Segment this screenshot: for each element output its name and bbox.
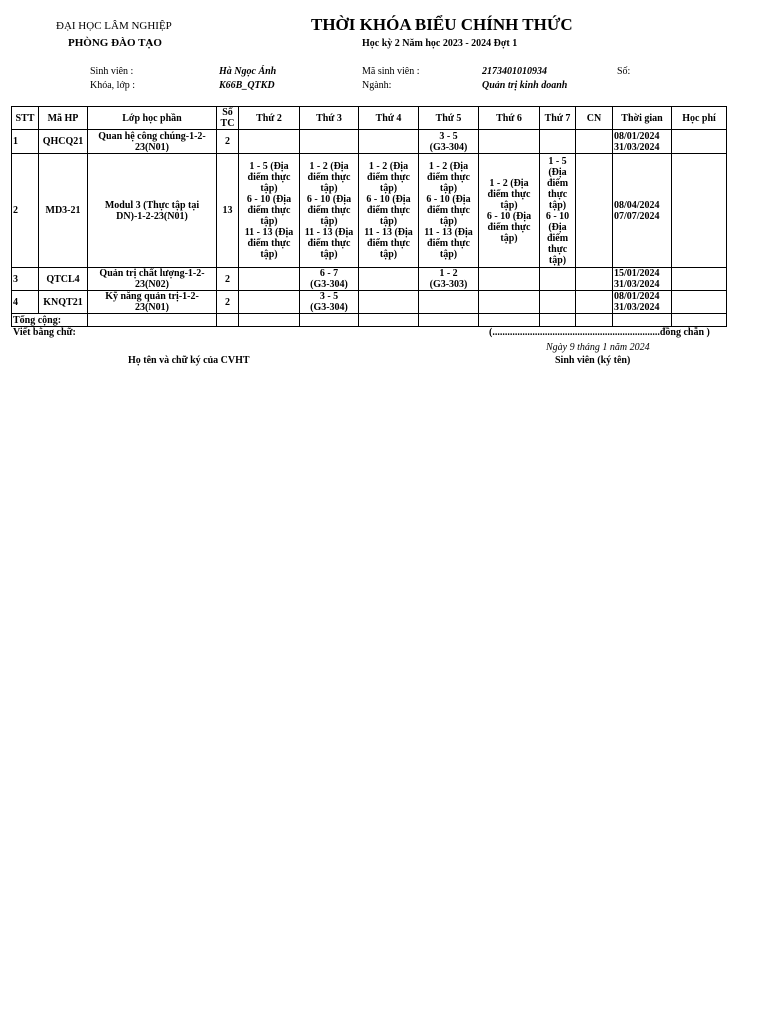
cell-cn — [576, 291, 613, 314]
cell-thu-2 — [239, 130, 300, 154]
cell-thu-6 — [479, 268, 540, 291]
cell-cn — [576, 154, 613, 268]
header-hoc-phi: Học phí — [672, 107, 727, 130]
header-thu-5: Thứ 5 — [419, 107, 479, 130]
student-name-label: Sinh viên : — [90, 66, 134, 77]
cell-thu-7 — [540, 291, 576, 314]
table-row — [12, 130, 727, 154]
class-value: K66B_QTKD — [219, 80, 275, 91]
cell-ma-hp: KNQT21 — [39, 291, 88, 314]
cell-thu-3 — [300, 130, 359, 154]
cell-thu-2 — [239, 291, 300, 314]
student-signature-label: Sinh viên (ký tên) — [555, 355, 631, 366]
header-ma-hp: Mã HP — [39, 107, 88, 130]
cell-so-tc: 2 — [217, 291, 239, 314]
cell-so-tc: 2 — [217, 268, 239, 291]
table-row — [12, 154, 727, 268]
timetable — [11, 106, 727, 327]
cell-so-tc: 2 — [217, 130, 239, 154]
header-thu-6: Thứ 6 — [479, 107, 540, 130]
major-label: Ngành: — [362, 80, 392, 91]
header-lop-hoc-phan: Lớp học phần — [88, 107, 217, 130]
total-row — [12, 314, 727, 327]
total-label: Tổng cộng: — [12, 314, 88, 327]
student-id: 2173401010934 — [482, 66, 547, 77]
signing-date: Ngày 9 tháng 1 năm 2024 — [546, 342, 650, 353]
cell-thu-4 — [359, 291, 419, 314]
cell-ma-hp: QTCL4 — [39, 268, 88, 291]
cell-stt: 3 — [12, 268, 39, 291]
total-cell — [479, 314, 540, 327]
university-name: ĐẠI HỌC LÂM NGHIỆP — [56, 20, 172, 32]
total-cell — [217, 314, 239, 327]
cell-lop-hoc-phan: Quản trị chất lượng-1-2-23(N02) — [88, 268, 217, 291]
student-id-label: Mã sinh viên : — [362, 66, 420, 77]
header-thu-3: Thứ 3 — [300, 107, 359, 130]
header-thu-7: Thứ 7 — [540, 107, 576, 130]
page-title: THỜI KHÓA BIỂU CHÍNH THỨC — [311, 15, 573, 34]
table-row — [12, 268, 727, 291]
total-cell — [359, 314, 419, 327]
cell-so-tc: 13 — [217, 154, 239, 268]
student-name: Hà Ngọc Ánh — [219, 66, 277, 77]
cell-hoc-phi — [672, 130, 727, 154]
total-cell — [576, 314, 613, 327]
cell-lop-hoc-phan: Modul 3 (Thực tập tại DN)-1-2-23(N01) — [88, 154, 217, 268]
cell-thu-4 — [359, 130, 419, 154]
cell-cn — [576, 268, 613, 291]
header-so-tc: Số TC — [217, 107, 239, 130]
cell-thu-7 — [540, 130, 576, 154]
cell-thoi-gian: 08/04/2024 07/07/2024 — [613, 154, 672, 268]
total-cell — [88, 314, 217, 327]
cell-thu-3: 6 - 7 (G3-304) — [300, 268, 359, 291]
cell-thoi-gian: 08/01/2024 31/03/2024 — [613, 130, 672, 154]
advisor-signature-label: Họ tên và chữ ký của CVHT — [128, 355, 250, 366]
cell-thu-4: 1 - 2 (Địa điểm thực tập) 6 - 10 (Địa điểm thực tập) 11 - 13 (Địa điểm thực tập) — [359, 154, 419, 268]
total-cell — [419, 314, 479, 327]
cell-thu-6 — [479, 130, 540, 154]
cell-thu-5: 1 - 2 (G3-303) — [419, 268, 479, 291]
cell-hoc-phi — [672, 291, 727, 314]
document-number-label: Số: — [617, 66, 631, 77]
cell-stt: 4 — [12, 291, 39, 314]
cell-thu-2: 1 - 5 (Địa điểm thực tập) 6 - 10 (Địa điểm thực tập) 11 - 13 (Địa điểm thực tập) — [239, 154, 300, 268]
table-row — [12, 291, 727, 314]
header-thu-2: Thứ 2 — [239, 107, 300, 130]
total-cell — [239, 314, 300, 327]
cell-thoi-gian: 08/01/2024 31/03/2024 — [613, 291, 672, 314]
cell-thu-5: 3 - 5 (G3-304) — [419, 130, 479, 154]
header-stt: STT — [12, 107, 39, 130]
total-cell — [300, 314, 359, 327]
semester-info: Học kỳ 2 Năm học 2023 - 2024 Đợt 1 — [362, 38, 518, 49]
cell-thu-5 — [419, 291, 479, 314]
cell-thu-6 — [479, 291, 540, 314]
header-thoi-gian: Thời gian — [613, 107, 672, 130]
in-words-label: Viết bằng chữ: — [13, 327, 76, 338]
cell-hoc-phi — [672, 154, 727, 268]
cell-thu-3: 3 - 5 (G3-304) — [300, 291, 359, 314]
cell-lop-hoc-phan: Kỹ năng quản trị-1-2-23(N01) — [88, 291, 217, 314]
cell-lop-hoc-phan: Quan hệ công chúng-1-2-23(N01) — [88, 130, 217, 154]
cell-thu-3: 1 - 2 (Địa điểm thực tập) 6 - 10 (Địa điểm thực tập) 11 - 13 (Địa điểm thực tập) — [300, 154, 359, 268]
cell-ma-hp: QHCQ21 — [39, 130, 88, 154]
cell-thu-7: 1 - 5 (Địa điểm thực tập) 6 - 10 (Địa điểm thực tập) — [540, 154, 576, 268]
cell-stt: 2 — [12, 154, 39, 268]
cell-thu-6: 1 - 2 (Địa điểm thực tập) 6 - 10 (Địa điểm thực tập) — [479, 154, 540, 268]
header-cn: CN — [576, 107, 613, 130]
total-cell — [672, 314, 727, 327]
total-cell — [613, 314, 672, 327]
cell-stt: 1 — [12, 130, 39, 154]
in-words-blank: (...................................................................đồng chẵn ) — [489, 327, 710, 338]
cell-cn — [576, 130, 613, 154]
cell-thu-2 — [239, 268, 300, 291]
cell-thu-4 — [359, 268, 419, 291]
cell-thoi-gian: 15/01/2024 31/03/2024 — [613, 268, 672, 291]
table-header-row — [12, 107, 727, 130]
major-value: Quản trị kinh doanh — [482, 80, 568, 91]
cell-ma-hp: MD3-21 — [39, 154, 88, 268]
department-name: PHÒNG ĐÀO TẠO — [68, 37, 162, 49]
class-label: Khóa, lớp : — [90, 80, 136, 91]
cell-thu-5: 1 - 2 (Địa điểm thực tập) 6 - 10 (Địa điểm thực tập) 11 - 13 (Địa điểm thực tập) — [419, 154, 479, 268]
total-cell — [540, 314, 576, 327]
header-thu-4: Thứ 4 — [359, 107, 419, 130]
cell-hoc-phi — [672, 268, 727, 291]
cell-thu-7 — [540, 268, 576, 291]
